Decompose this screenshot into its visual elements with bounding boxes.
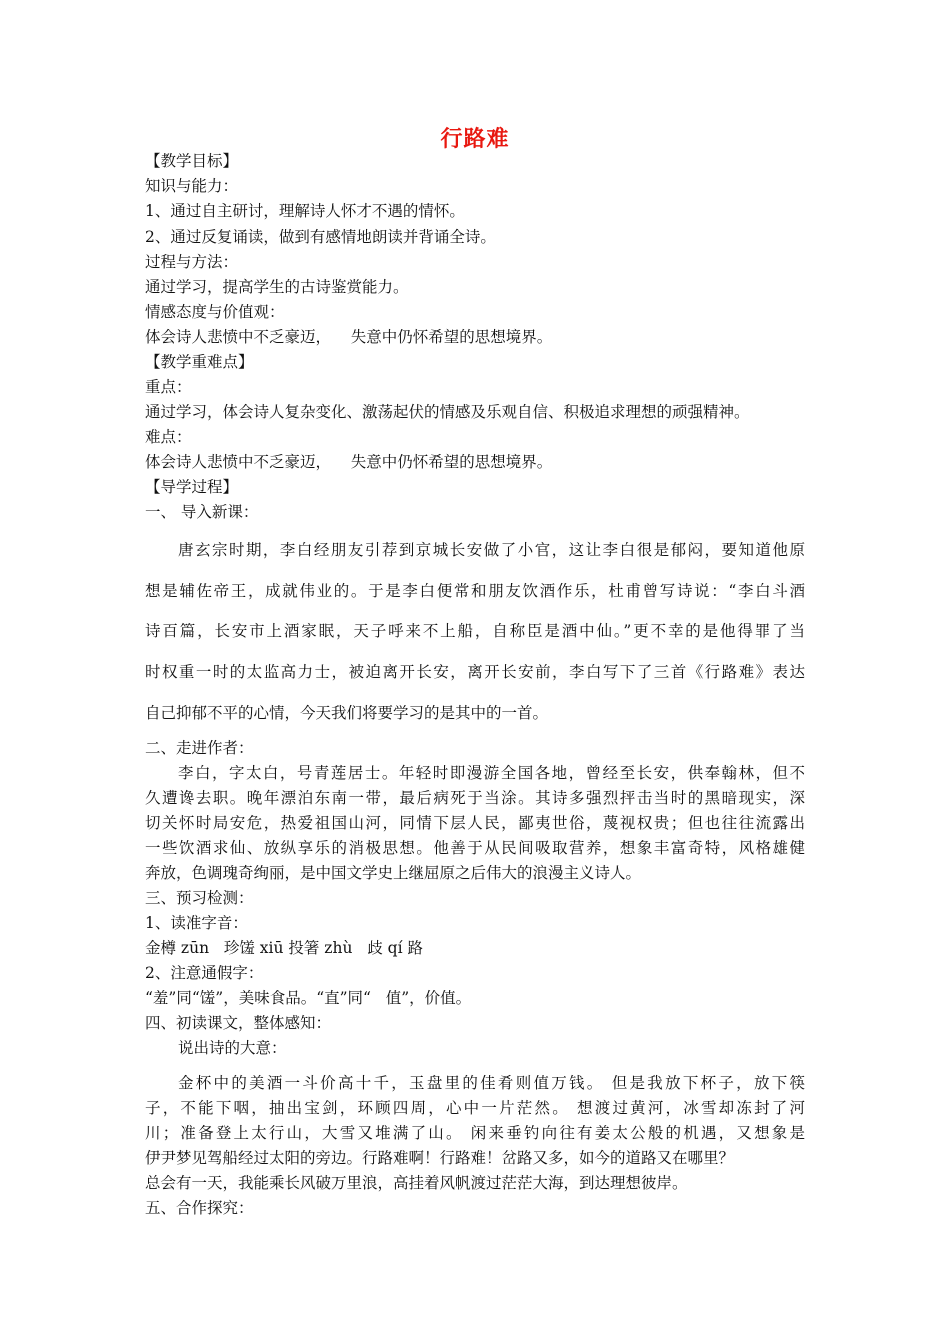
meaning-line: 伊尹梦见驾船经过太阳的旁边。行路难啊！行路难！岔路又多，如今的道路又在哪里？ — [145, 1149, 735, 1167]
author-line: 一些饮酒求仙、放纵享乐的消极思想。他善于从民间吸取营养，想象丰富奇特，风格雄健 — [145, 839, 805, 857]
step-4-heading: 四、初读课文，整体感知： — [145, 1014, 332, 1032]
step-3-heading: 三、预习检测： — [145, 889, 254, 907]
intro-line: 想是辅佐帝王，成就伟业的。于是李白便常和朋友饮酒作乐，杜甫曾写诗说：“李白斗酒 — [145, 582, 805, 600]
key-text: 通过学习，体会诗人复杂变化、激荡起伏的情感及乐观自信、积极追求理想的顽强精神。 — [145, 403, 750, 421]
goal-item-2: 2、通过反复诵读，做到有感情地朗读并背诵全诗。 — [145, 228, 496, 246]
intro-line: 自己抑郁不平的心情，今天我们将要学习的是其中的一首。 — [145, 704, 549, 722]
step-1-heading: 一、 导入新课： — [145, 503, 259, 521]
meaning-prompt: 说出诗的大意： — [178, 1039, 287, 1057]
author-line: 久遭谗去职。晚年漂泊东南一带，最后病死于当涂。其诗多强烈抨击当时的黑暗现实，深 — [145, 789, 805, 807]
intro-line: 诗百篇，长安市上酒家眠，天子呼来不上船，自称臣是酒中仙。”更不幸的是他得罪了当 — [145, 622, 805, 640]
page-title: 行路难 — [440, 126, 510, 152]
tongjia-heading: 2、注意通假字： — [145, 964, 264, 982]
step-2-heading: 二、走进作者： — [145, 739, 254, 757]
intro-line: 时权重一时的太监高力士，被迫离开长安，离开长安前，李白写下了三首《行路难》表达 — [145, 663, 805, 681]
section-heading-guide: 【导学过程】 — [145, 478, 239, 496]
emotion-text: 体会诗人悲愤中不乏豪迈， 失意中仍怀希望的思想境界。 — [145, 328, 553, 346]
step-5-heading: 五、合作探究： — [145, 1199, 254, 1217]
meaning-line: 总会有一天，我能乘长风破万里浪，高挂着风帆渡过茫茫大海，到达理想彼岸。 — [145, 1174, 688, 1192]
subheading-hard: 难点： — [145, 428, 192, 446]
goal-item-1: 1、通过自主研讨，理解诗人怀才不遇的情怀。 — [145, 202, 465, 220]
subheading-emotion: 情感态度与价值观： — [145, 303, 285, 321]
author-line: 奔放，色调瑰奇绚丽，是中国文学史上继屈原之后伟大的浪漫主义诗人。 — [145, 864, 642, 882]
subheading-knowledge: 知识与能力： — [145, 177, 239, 195]
meaning-line: 金杯中的美酒一斗价高十千，玉盘里的佳肴则值万钱。 但是我放下杯子，放下筷 — [178, 1074, 805, 1092]
section-heading-key: 【教学重难点】 — [145, 353, 254, 371]
intro-line: 唐玄宗时期，李白经朋友引荐到京城长安做了小官，这让李白很是郁闷，要知道他原 — [178, 541, 805, 559]
subheading-process: 过程与方法： — [145, 253, 239, 271]
hard-text: 体会诗人悲愤中不乏豪迈， 失意中仍怀希望的思想境界。 — [145, 453, 553, 471]
tongjia-text: “羞”同“馐”，美味食品。“直”同“ 值”，价值。 — [145, 989, 472, 1007]
meaning-line: 子，不能下咽，抽出宝剑，环顾四周，心中一片茫然。 想渡过黄河，冰雪却冻封了河 — [145, 1099, 805, 1117]
pronunciation-heading: 1、读准字音： — [145, 914, 248, 932]
subheading-key: 重点： — [145, 378, 192, 396]
section-heading-goals: 【教学目标】 — [145, 152, 239, 170]
author-line: 李白，字太白，号青莲居士。年轻时即漫游全国各地，曾经至长安，供奉翰林，但不 — [178, 764, 805, 782]
pronunciation-text: 金樽 zūn 珍馐 xiū 投箸 zhù 歧 qí 路 — [145, 939, 423, 957]
meaning-line: 川；准备登上太行山，大雪又堆满了山。 闲来垂钓向往有姜太公般的机遇，又想象是 — [145, 1124, 805, 1142]
author-line: 切关怀时局安危，热爱祖国山河，同情下层人民，鄙夷世俗，蔑视权贵；但也往往流露出 — [145, 814, 805, 832]
process-text: 通过学习，提高学生的古诗鉴赏能力。 — [145, 278, 409, 296]
